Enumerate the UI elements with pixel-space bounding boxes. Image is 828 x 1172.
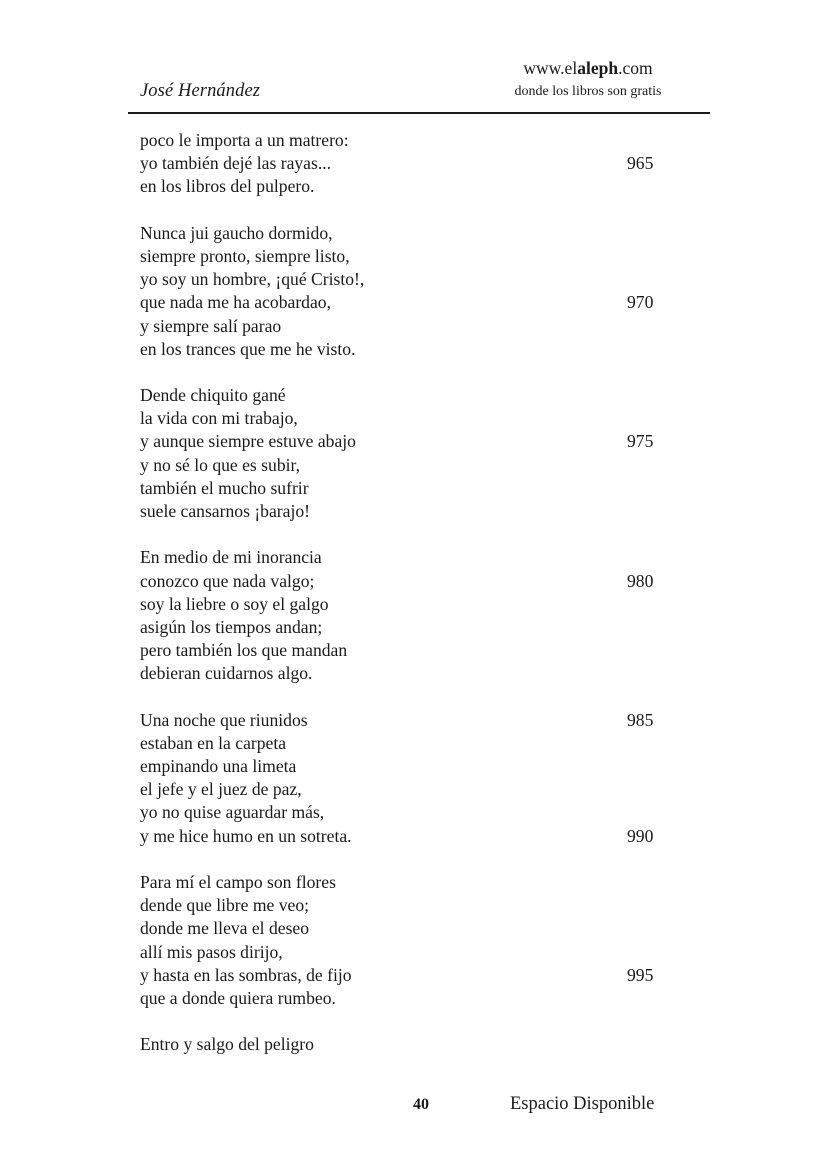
verse-text: donde me lleva el deseo (140, 918, 310, 939)
verse-line (140, 129, 680, 152)
verse-line (140, 662, 680, 685)
verse-line (140, 941, 680, 964)
stanza (140, 546, 680, 685)
verse-text: estaban en la carpeta (140, 732, 287, 753)
verse-number: 980 (627, 570, 654, 591)
verse-text: soy la liebre o soy el galgo (140, 593, 329, 614)
author-name: José Hernández (140, 81, 261, 101)
verse-line (140, 593, 680, 616)
verse-text: empinando una limeta (140, 756, 297, 777)
verse-line (140, 222, 680, 245)
verse-line (140, 1033, 680, 1056)
verse-line (140, 894, 680, 917)
verse-line (140, 825, 680, 848)
verse-line (140, 987, 680, 1010)
verse-line (140, 639, 680, 662)
verse-line (140, 709, 680, 732)
verse-number: 995 (627, 964, 654, 985)
site-tagline: donde los libros son gratis (514, 84, 662, 99)
verse-line (140, 268, 680, 291)
verse-line (140, 546, 680, 569)
verse-text: allí mis pasos dirijo, (140, 941, 283, 962)
site-url-bold: aleph (577, 58, 619, 78)
verse-text: y hasta en las sombras, de fijo (140, 964, 352, 985)
verse-line (140, 152, 680, 175)
stanza (140, 709, 680, 848)
verse-text: suele cansarnos ¡barajo! (140, 501, 310, 521)
header-divider (128, 112, 710, 114)
verse-line (140, 801, 680, 824)
verse-number: 970 (627, 292, 654, 313)
verse-line (140, 477, 680, 500)
verse-text: el jefe y el juez de paz, (140, 779, 302, 800)
verse-text: la vida con mi trabajo, (140, 408, 298, 429)
verse-text: dende que libre me veo; (140, 895, 310, 916)
verse-line (140, 755, 680, 778)
page-footer (0, 1094, 828, 1120)
verse-text: siempre pronto, siempre listo, (140, 245, 350, 266)
verse-line (140, 500, 680, 523)
stanza (140, 384, 680, 523)
verse-line (140, 964, 680, 987)
verse-line (140, 175, 680, 198)
verse-text: debieran cuidarnos algo. (140, 663, 313, 684)
verse-text: asigún los tiempos andan; (140, 616, 323, 637)
verse-text: yo soy un hombre, ¡qué Cristo!, (140, 269, 365, 290)
verse-number: 975 (627, 431, 654, 452)
verse-text: también el mucho sufrir (140, 477, 309, 498)
verse-text: pero también los que mandan (140, 640, 348, 661)
footer-note: Espacio Disponible (510, 1094, 655, 1114)
verse-text: yo también dejé las rayas... (140, 153, 332, 174)
verse-number: 965 (627, 153, 654, 174)
stanza (140, 222, 680, 361)
verse-line (140, 245, 680, 268)
stanza (140, 129, 680, 199)
page-header (128, 52, 710, 114)
verse-text: y aunque siempre estuve abajo (140, 431, 356, 452)
verse-line (140, 778, 680, 801)
verse-line (140, 917, 680, 940)
verse-text: yo no quise aguardar más, (140, 802, 325, 823)
site-url-prefix: www.el (523, 58, 578, 78)
verse-line (140, 454, 680, 477)
verse-text: y siempre salí parao (140, 315, 282, 336)
page-number: 40 (413, 1096, 429, 1113)
verse-text: Dende chiquito gané (140, 385, 286, 406)
verse-text: que a donde quiera rumbeo. (140, 987, 336, 1008)
verse-line (140, 570, 680, 593)
verse-line (140, 616, 680, 639)
verse-text: en los libros del pulpero. (140, 176, 315, 197)
stanza (140, 1033, 680, 1056)
verse-line (140, 338, 680, 361)
verse-line (140, 384, 680, 407)
verse-line (140, 315, 680, 338)
verse-text: En medio de mi inorancia (140, 547, 322, 568)
verse-text: Entro y salgo del peligro (140, 1034, 314, 1055)
verse-text: Para mí el campo son flores (140, 872, 336, 892)
verse-text: y me hice humo en un sotreta. (140, 825, 352, 846)
verse-line (140, 732, 680, 755)
site-url (488, 57, 688, 79)
verse-number: 990 (627, 825, 654, 846)
verse-line (140, 871, 680, 894)
stanza (140, 871, 680, 1010)
verse-text: conozco que nada valgo; (140, 570, 315, 591)
verse-text: Una noche que riunidos (140, 709, 308, 730)
verse-line (140, 291, 680, 314)
verse-text: que nada me ha acobardao, (140, 292, 331, 313)
verse-text: y no sé lo que es subir, (140, 454, 301, 475)
verse-text: poco le importa a un matrero: (140, 130, 349, 150)
verse-text: en los trances que me he visto. (140, 338, 356, 359)
verse-text: Nunca jui gaucho dormido, (140, 222, 333, 243)
site-branding (488, 57, 688, 102)
verse-line (140, 430, 680, 453)
verse-line (140, 407, 680, 430)
poem-body (140, 129, 680, 1080)
verse-number: 985 (627, 709, 654, 730)
site-url-suffix: .com (618, 58, 653, 78)
